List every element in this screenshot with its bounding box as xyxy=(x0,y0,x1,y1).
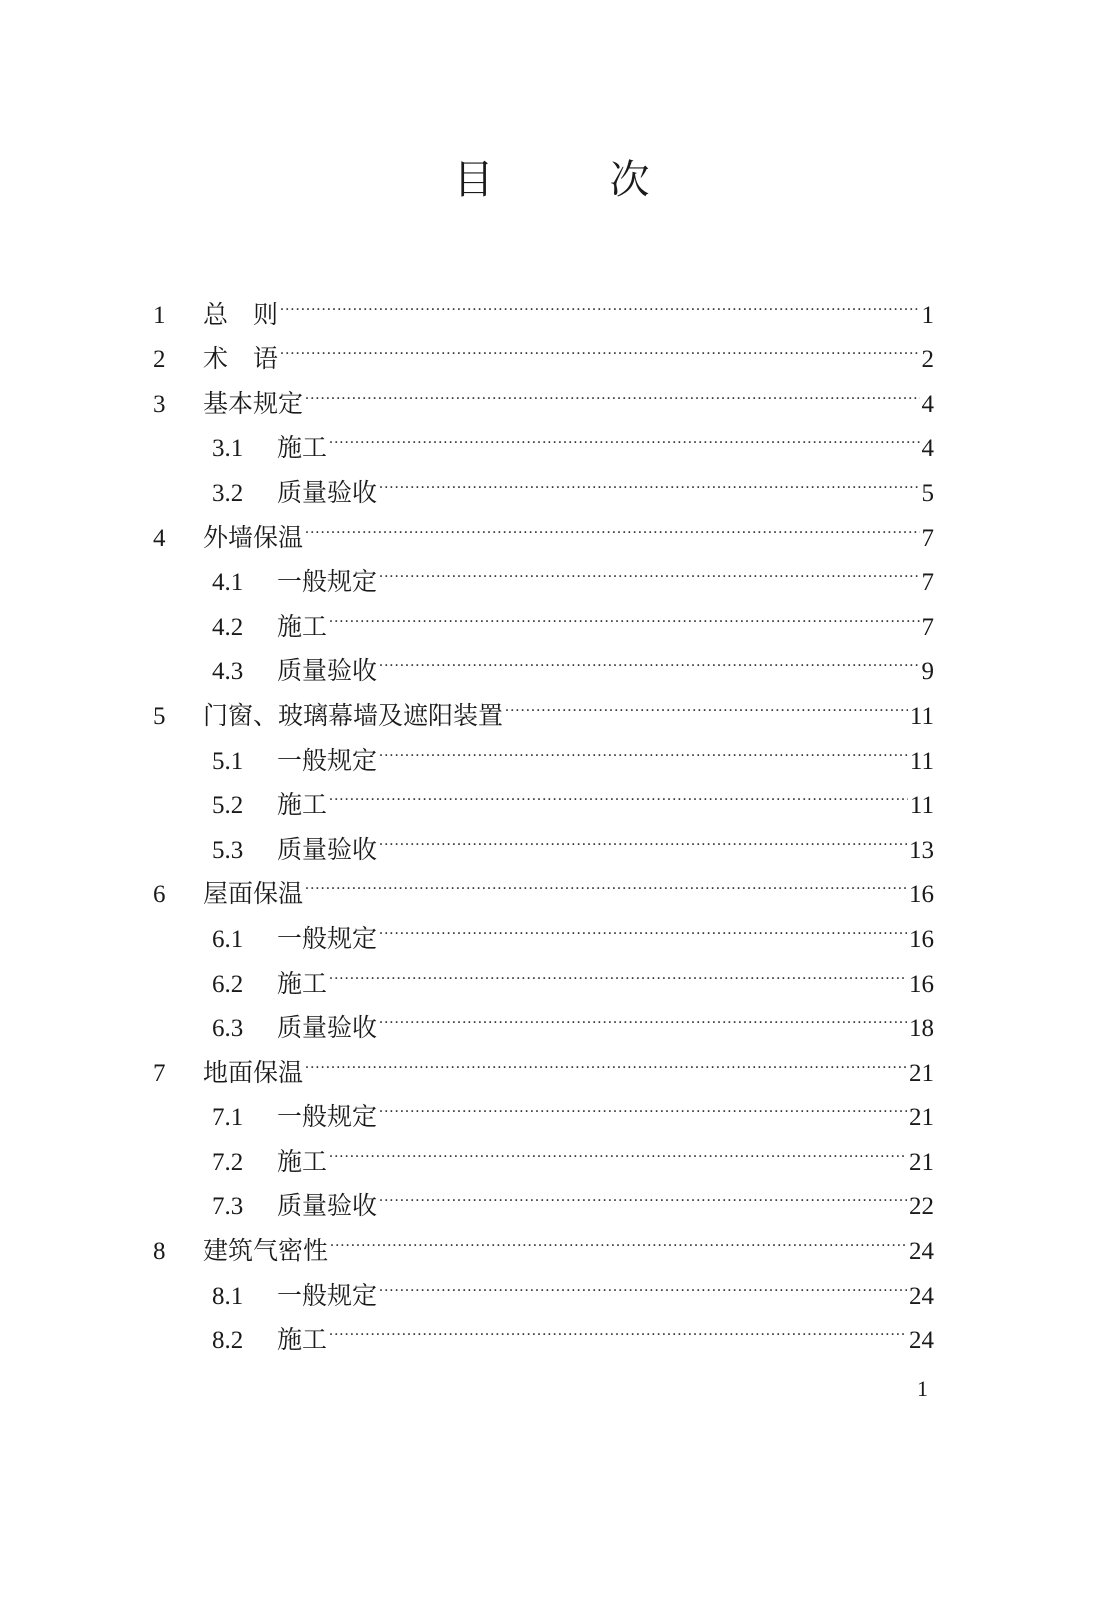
toc-entry-number: 3.1 xyxy=(212,435,244,463)
dot-leader xyxy=(379,724,908,769)
toc-entry-page: 21 xyxy=(909,1148,934,1176)
toc-entry-page: 18 xyxy=(909,1015,934,1043)
toc-entry-label: 外墙保温 xyxy=(203,522,304,552)
toc-entry-label: 屋面保温 xyxy=(203,879,304,909)
dot-leader xyxy=(379,992,907,1037)
toc-entry-page: 16 xyxy=(909,925,934,953)
toc-entry-label: 总 则 xyxy=(203,299,279,329)
toc-entry-number: 7.1 xyxy=(212,1104,244,1132)
toc-entry-number: 8.2 xyxy=(212,1327,244,1355)
toc-entry-page: 22 xyxy=(909,1193,934,1221)
toc-entry-number: 8 xyxy=(153,1238,166,1266)
toc-entry-label: 一般规定 xyxy=(277,1280,378,1310)
toc-entry-number: 6.2 xyxy=(212,970,244,998)
toc-entry-page: 9 xyxy=(921,658,934,686)
toc-entry-page: 24 xyxy=(909,1282,934,1310)
toc-entry-number: 7 xyxy=(153,1059,166,1087)
toc-entry-number: 6 xyxy=(153,881,166,909)
toc-entry-page: 5 xyxy=(921,479,934,507)
dot-leader xyxy=(379,635,919,680)
toc-entry-page: 16 xyxy=(909,881,934,909)
dot-leader xyxy=(330,1214,907,1259)
toc-entry-label: 质量验收 xyxy=(277,656,378,686)
dot-leader xyxy=(505,679,908,724)
dot-leader xyxy=(379,546,919,591)
toc-entry-number: 1 xyxy=(153,301,166,329)
toc-entry-label: 施工 xyxy=(277,611,328,641)
toc-entry-page: 24 xyxy=(909,1327,934,1355)
toc-entry-page: 11 xyxy=(909,747,934,775)
toc-entry-number: 4.1 xyxy=(212,569,244,597)
toc-entry-number: 5.1 xyxy=(212,747,244,775)
toc-entry-number: 8.1 xyxy=(212,1282,244,1310)
toc-entry-page: 1 xyxy=(921,301,934,329)
dot-leader xyxy=(280,278,919,323)
toc-entry-label: 质量验收 xyxy=(277,1191,378,1221)
toc-entry-number: 7.3 xyxy=(212,1193,244,1221)
toc-entry-page: 21 xyxy=(909,1059,934,1087)
toc-entry-label: 一般规定 xyxy=(277,567,378,597)
toc-entry-label: 施工 xyxy=(277,1325,328,1355)
toc-entry-page: 13 xyxy=(909,836,934,864)
toc-entry-number: 6.3 xyxy=(212,1015,244,1043)
toc-entry-page: 21 xyxy=(909,1104,934,1132)
toc-entry-number: 4 xyxy=(153,524,166,552)
footer-page-number: 1 xyxy=(917,1376,928,1401)
toc-entry-page: 16 xyxy=(909,970,934,998)
toc-entry-page: 7 xyxy=(921,569,934,597)
dot-leader xyxy=(329,1125,907,1170)
table-of-contents xyxy=(150,278,934,1355)
toc-entry-number: 3.2 xyxy=(212,479,244,507)
page-title: 目 次 xyxy=(453,157,688,203)
toc-entry-page: 7 xyxy=(921,613,934,641)
toc-entry-label: 质量验收 xyxy=(277,1013,378,1043)
dot-leader xyxy=(305,1036,907,1081)
toc-entry-number: 3 xyxy=(153,390,166,418)
toc-entry-label: 施工 xyxy=(277,968,328,998)
toc-entry-label: 施工 xyxy=(277,1146,328,1176)
dot-leader xyxy=(379,1170,907,1215)
toc-entry-page: 24 xyxy=(909,1238,934,1266)
toc-entry-number: 4.3 xyxy=(212,658,244,686)
dot-leader xyxy=(379,456,919,501)
toc-entry-label: 施工 xyxy=(277,790,328,820)
toc-entry-number: 5 xyxy=(153,702,166,730)
dot-leader xyxy=(305,367,919,412)
dot-leader xyxy=(379,1081,907,1126)
toc-entry-page: 4 xyxy=(921,435,934,463)
dot-leader xyxy=(329,769,908,814)
dot-leader xyxy=(379,1259,907,1304)
toc-entry-label: 地面保温 xyxy=(203,1057,304,1087)
toc-entry-page: 7 xyxy=(921,524,934,552)
toc-entry-label: 一般规定 xyxy=(277,923,378,953)
toc-entry-label: 基本规定 xyxy=(203,388,304,418)
toc-entry-number: 7.2 xyxy=(212,1148,244,1176)
dot-leader xyxy=(329,947,907,992)
dot-leader xyxy=(305,858,907,903)
toc-entry-number: 6.1 xyxy=(212,925,244,953)
dot-leader xyxy=(280,323,919,368)
dot-leader xyxy=(305,501,919,546)
toc-entry-page: 11 xyxy=(909,702,934,730)
toc-entry-number: 5.2 xyxy=(212,792,244,820)
toc-entry-label: 门窗、玻璃幕墙及遮阳装置 xyxy=(203,700,504,730)
toc-entry-label: 一般规定 xyxy=(277,1102,378,1132)
toc-entry-label: 质量验收 xyxy=(277,477,378,507)
dot-leader xyxy=(329,590,919,635)
dot-leader xyxy=(329,412,919,457)
dot-leader xyxy=(379,902,907,947)
toc-entry-label: 一般规定 xyxy=(277,745,378,775)
toc-entry-number: 5.3 xyxy=(212,836,244,864)
toc-chapter-entry[interactable] xyxy=(150,278,934,329)
toc-entry-page: 4 xyxy=(921,390,934,418)
toc-entry-label: 术 语 xyxy=(203,344,279,374)
toc-entry-number: 4.2 xyxy=(212,613,244,641)
toc-entry-label: 施工 xyxy=(277,433,328,463)
toc-entry-label: 质量验收 xyxy=(277,834,378,864)
toc-entry-number: 2 xyxy=(153,346,166,374)
dot-leader xyxy=(329,1304,907,1349)
dot-leader xyxy=(379,813,907,858)
toc-entry-page: 11 xyxy=(909,792,934,820)
toc-entry-label: 建筑气密性 xyxy=(203,1236,329,1266)
toc-entry-page: 2 xyxy=(921,346,934,374)
